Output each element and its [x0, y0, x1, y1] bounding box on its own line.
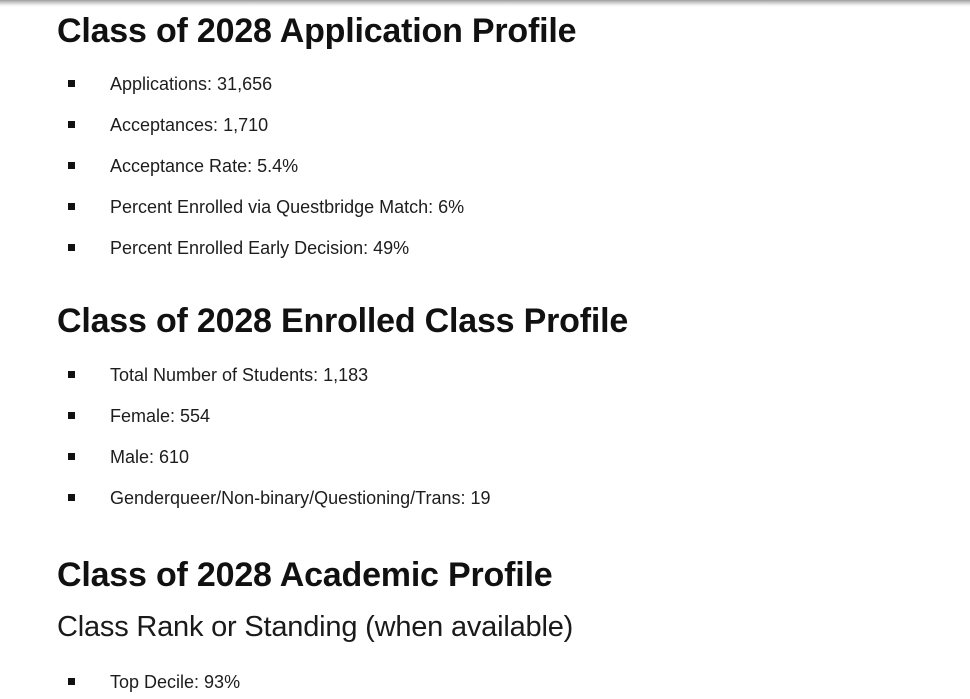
square-bullet-icon [68, 678, 75, 685]
list-item-text: Male: 610 [110, 446, 190, 467]
list-item [57, 477, 970, 518]
enrolled-class-profile-heading: Class of 2028 Enrolled Class Profile [57, 302, 629, 340]
square-bullet-icon [68, 121, 75, 128]
list-item-text: Genderqueer/Non-binary/Questioning/Trans: 19 [110, 487, 491, 508]
list-item [57, 227, 970, 268]
list-item-text: Top Decile: 93% [110, 671, 241, 692]
square-bullet-icon [68, 203, 75, 210]
list-item-text: Acceptance Rate: 5.4% [110, 155, 299, 176]
square-bullet-icon [68, 371, 75, 378]
section-enrolled-class-profile [57, 302, 970, 518]
list-item [57, 145, 970, 186]
class-rank-subheading: Class Rank or Standing (when available) [57, 611, 574, 643]
list-item-text: Percent Enrolled via Questbridge Match: 6% [110, 196, 465, 217]
list-item [57, 104, 970, 145]
list-item [57, 186, 970, 227]
academic-stat-list [57, 661, 970, 699]
square-bullet-icon [68, 80, 75, 87]
square-bullet-icon [68, 494, 75, 501]
square-bullet-icon [68, 453, 75, 460]
section-application-profile [57, 12, 970, 268]
section-academic-profile [57, 556, 970, 699]
list-item-text: Female: 554 [110, 405, 211, 426]
square-bullet-icon [68, 244, 75, 251]
square-bullet-icon [68, 412, 75, 419]
list-item-text: Percent Enrolled Early Decision: 49% [110, 237, 410, 258]
square-bullet-icon [68, 162, 75, 169]
list-item-text: Applications: 31,656 [110, 73, 273, 94]
list-item [57, 661, 970, 699]
list-item [57, 395, 970, 436]
list-item [57, 436, 970, 477]
application-stat-list [57, 63, 970, 268]
application-profile-heading: Class of 2028 Application Profile [57, 12, 577, 50]
enrolled-stat-list [57, 354, 970, 518]
list-item-text: Total Number of Students: 1,183 [110, 364, 369, 385]
list-item-text: Acceptances: 1,710 [110, 114, 269, 135]
list-item [57, 63, 970, 104]
list-item [57, 354, 970, 395]
academic-profile-heading: Class of 2028 Academic Profile [57, 556, 553, 594]
